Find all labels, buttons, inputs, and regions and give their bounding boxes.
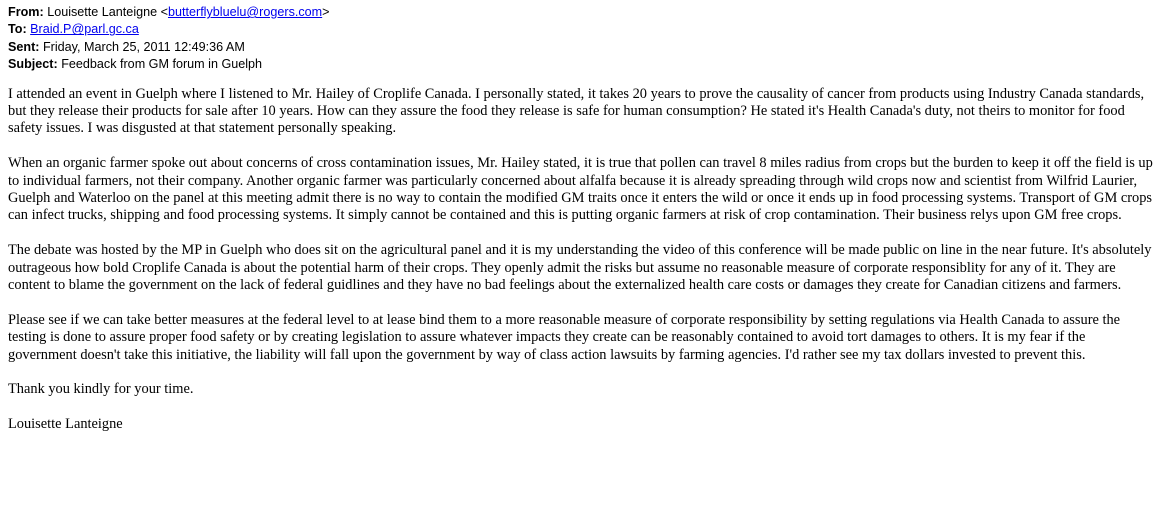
email-message	[8, 4, 1156, 434]
from-email-close: >	[322, 5, 330, 19]
subject-row	[8, 56, 1156, 73]
from-email-link[interactable]: butterflybluelu@rogers.com	[167, 5, 323, 19]
subject-value: Feedback from GM forum in Guelph	[61, 57, 263, 72]
from-label: From:	[8, 5, 44, 19]
to-email-link[interactable]: Braid.P@parl.gc.ca	[30, 22, 139, 37]
body-paragraph-4: Please see if we can take better measures at the federal level to at lease bind them to a more reasonable measure of corporate responsibility by setting regulations via Health Canada to assure the testing is done to assure proper food safety or by creating legislation to assure whatever impacts they create can be reasonably contained to avoid tort damages to others. It is my fear if the government doesn't take this initiative, the liability will fall upon the government by way of class action lawsuits by farming agencies. I'd rather see my tax dollars invested to prevent this.	[8, 311, 1121, 363]
email-body	[8, 86, 1156, 434]
body-closing: Thank you kindly for your time.	[8, 381, 194, 398]
body-paragraph-1: I attended an event in Guelph where I listened to Mr. Hailey of Croplife Canada. I personally stated, it takes 20 years to prove the causality of cancer from products using Industry Canada standards, but they release their products for sale after 10 years. How can they assure the food they release is safe for human consumption? He stated it's Health Canada's duty, not theirs to monitor for food safety issues. I was disgusted at that statement personally speaking.	[8, 85, 1145, 137]
from-row	[8, 4, 1156, 21]
sent-value: Friday, March 25, 2011 12:49:36 AM	[42, 39, 245, 54]
sent-label: Sent:	[8, 39, 40, 54]
signature: Louisette Lanteigne	[8, 416, 123, 433]
email-header	[8, 4, 1156, 74]
body-paragraph-2: When an organic farmer spoke out about concerns of cross contamination issues, Mr. Hailey stated, it is true that pollen can travel 8 miles radius from crops but the burden to keep it off the field is up to individual farmers, not their company. Another organic farmer was particularly concerned about alfalfa because it is already spreading through wild crops now and scientist from Wilfrid Laurier, Guelph and Waterloo on the panel at this meeting admit there is no way to contain the modified GM traits once it enters the wild or once it ends up in food processing systems. Transport of GM crops can infect trucks, shipping and food processing systems. It simply cannot be contained and this is putting organic farmers at risk of crop contamination. Their business relys upon GM free crops.	[8, 155, 1153, 224]
to-row	[8, 21, 1156, 38]
to-label: To:	[8, 22, 27, 37]
body-paragraph-3: The debate was hosted by the MP in Guelph who does sit on the agricultural panel and it is my understanding the video of this conference will be made public on line in the near future. It's absolutely outrageous how bold Croplife Canada is about the potential harm of their crops. They openly admit the risks but assume no reasonable measure of corporate responsiblity for any of it. They are content to blame the government on the lack of federal guidlines and they have no bad feelings about the externalized health care costs or damages they create for Canadian citizens and farmers.	[8, 242, 1152, 294]
from-name: Louisette Lanteigne <	[47, 5, 168, 19]
sent-row	[8, 39, 1156, 56]
subject-label: Subject:	[8, 57, 58, 72]
